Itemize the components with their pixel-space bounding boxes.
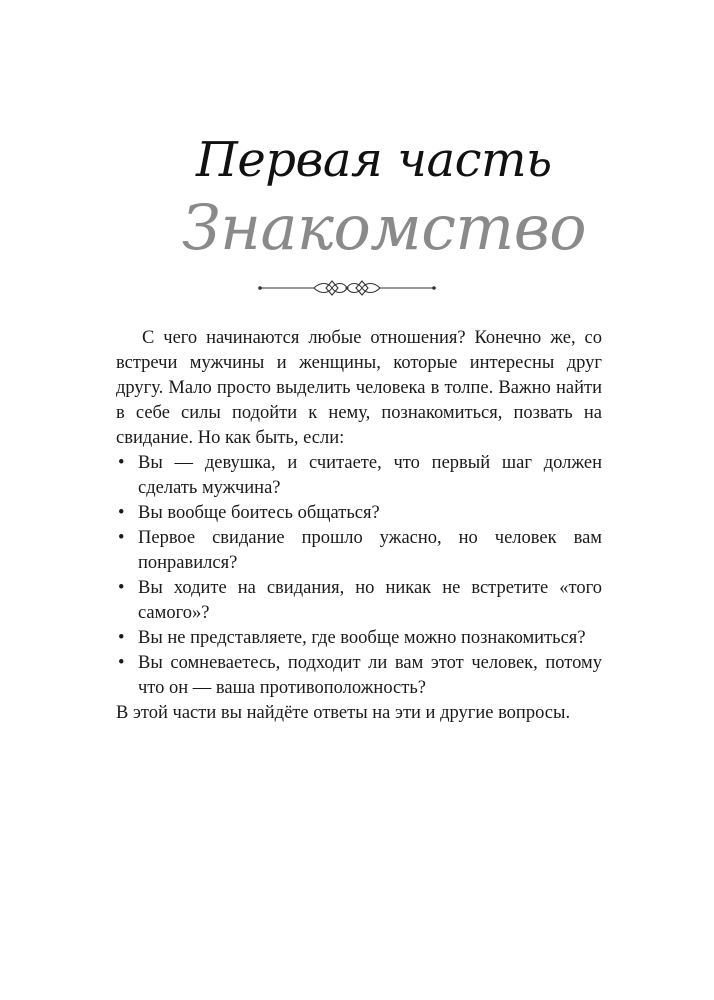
question-list xyxy=(116,451,602,701)
list-item-text: Вы не представляете, где вообще можно познакомиться? xyxy=(138,628,586,648)
chapter-body xyxy=(116,326,602,726)
list-item-text: Вы — девушка, и считаете, что первый шаг должен сделать мужчина? xyxy=(138,453,602,498)
list-item xyxy=(116,651,602,701)
bullet-icon: • xyxy=(118,503,125,523)
list-item-text: Вы ходите на свидания, но никак не встретите «того самого»? xyxy=(138,578,602,623)
bullet-icon: • xyxy=(118,528,125,548)
list-item-text: Вы вообще боитесь общаться? xyxy=(138,503,380,523)
ornament-right-dot xyxy=(432,286,436,290)
ornament-center-dot xyxy=(346,287,349,290)
list-item-text: Первое свидание прошло ужасно, но человек вам понравился? xyxy=(138,528,602,573)
ornament-left-dot xyxy=(258,286,262,290)
ornament-divider-icon xyxy=(256,276,438,300)
list-item xyxy=(116,501,602,526)
list-item xyxy=(116,626,602,651)
intro-paragraph: С чего начинаются любые отношения? Конечно же, со встречи мужчины и женщины, которые интересны друг другу. Мало просто выделить человека в толпе. Важно найти в себе силы подойти к нему, познакомиться, позвать на свидание. Но как быть, если: xyxy=(116,328,602,448)
bullet-icon: • xyxy=(118,653,125,673)
part-title: Знакомство xyxy=(182,191,587,264)
list-item xyxy=(116,526,602,576)
bullet-icon: • xyxy=(118,453,125,473)
list-item xyxy=(116,576,602,626)
list-item-text: Вы сомневаетесь, подходит ли вам этот человек, потому что он — ваша противоположность? xyxy=(138,653,602,698)
bullet-icon: • xyxy=(118,628,125,648)
closing-paragraph: В этой части вы найдёте ответы на эти и другие вопросы. xyxy=(116,703,571,723)
bullet-icon: • xyxy=(118,578,125,598)
part-label: Первая часть xyxy=(196,132,552,188)
list-item xyxy=(116,451,602,501)
